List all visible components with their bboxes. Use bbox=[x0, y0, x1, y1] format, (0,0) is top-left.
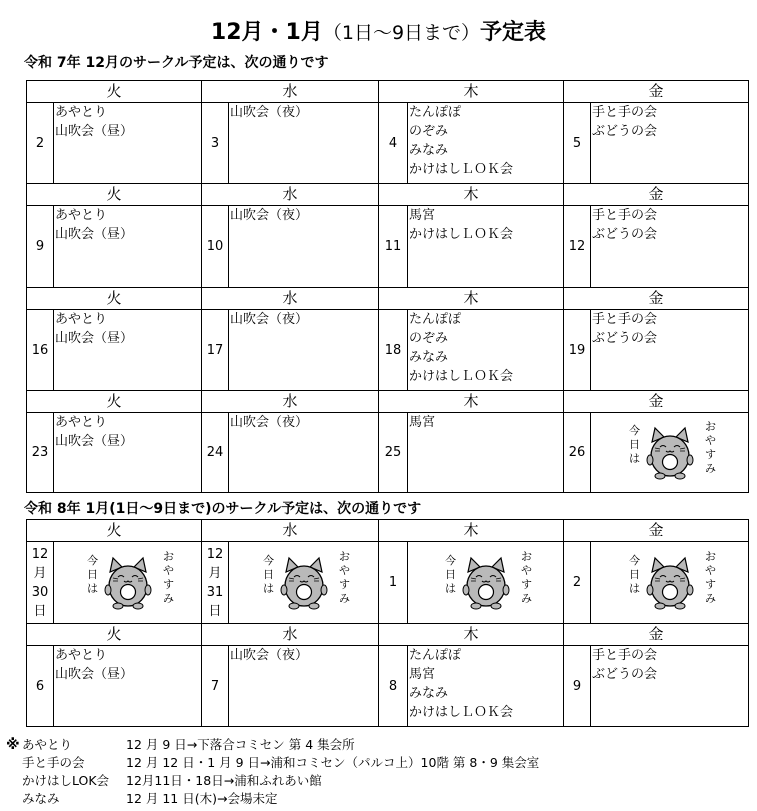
note-circle-name: みなみ bbox=[22, 791, 60, 806]
weekday-header-row bbox=[27, 391, 749, 413]
weekday-header: 水 bbox=[202, 288, 379, 310]
note-detail: 12 月 11 日(木)→会場未定 bbox=[126, 791, 278, 806]
day-events bbox=[229, 310, 379, 391]
day-off-text: す bbox=[521, 577, 533, 591]
weekday-header-row bbox=[27, 520, 749, 542]
day-number: 8 bbox=[379, 646, 408, 727]
weekday-header-row bbox=[27, 81, 749, 103]
day-events bbox=[591, 413, 749, 493]
page-title bbox=[0, 18, 757, 48]
circle-event: 山吹会（昼） bbox=[55, 667, 134, 682]
circle-event: あやとり bbox=[55, 648, 108, 663]
weekday-header: 水 bbox=[202, 520, 379, 542]
day-events bbox=[54, 542, 202, 624]
day-off-illustration bbox=[592, 418, 748, 488]
circle-event: ぶどうの会 bbox=[592, 227, 658, 242]
day-off-text: み bbox=[705, 591, 717, 605]
day-off-text: は bbox=[445, 581, 457, 595]
weekday-header: 金 bbox=[564, 520, 749, 542]
title-main: 12月・1月 bbox=[210, 20, 323, 45]
day-off-illustration bbox=[592, 548, 748, 618]
day-off-illustration bbox=[409, 548, 563, 618]
circle-event: たんぽぽ bbox=[409, 312, 462, 327]
circle-event: たんぽぽ bbox=[409, 648, 462, 663]
day-number-part: 2 bbox=[572, 575, 582, 590]
circle-event: 山吹会（昼） bbox=[55, 434, 134, 449]
weekday-header-row bbox=[27, 288, 749, 310]
day-off-text: や bbox=[339, 563, 351, 577]
day-off-text: す bbox=[705, 577, 717, 591]
day-off-text: 日 bbox=[87, 567, 98, 581]
donut-cat-icon bbox=[73, 548, 183, 618]
day-number: 9 bbox=[27, 206, 54, 288]
day-number: 25 bbox=[379, 413, 408, 493]
day-number-part: 30 bbox=[31, 584, 49, 600]
note-row bbox=[6, 754, 539, 772]
circle-event: 山吹会（昼） bbox=[55, 124, 134, 139]
circle-event: かけはしＬＯＫ会 bbox=[409, 369, 514, 384]
note-row bbox=[6, 736, 539, 754]
title-date-range: （1日〜9日まで） bbox=[322, 22, 481, 44]
weekday-header: 金 bbox=[564, 391, 749, 413]
notes-section bbox=[6, 736, 539, 808]
weekday-header: 水 bbox=[202, 624, 379, 646]
day-off-text: や bbox=[705, 433, 717, 447]
day-events bbox=[408, 103, 564, 184]
day-events bbox=[591, 103, 749, 184]
day-number: 6 bbox=[27, 646, 54, 727]
day-number-part: 12 bbox=[206, 546, 224, 562]
day-number-part: 31 bbox=[206, 584, 224, 600]
day-off-text: 今 bbox=[87, 553, 98, 567]
donut-cat-icon bbox=[615, 418, 725, 488]
circle-event: 山吹会（夜） bbox=[230, 415, 309, 430]
weekday-header: 火 bbox=[27, 184, 202, 206]
week-row bbox=[27, 206, 749, 288]
day-number: 26 bbox=[564, 413, 591, 493]
weekday-header-row bbox=[27, 184, 749, 206]
day-number-part: 12 bbox=[31, 546, 49, 562]
day-events bbox=[229, 646, 379, 727]
note-circle-name: 手と手の会 bbox=[22, 755, 85, 770]
day-off-text: や bbox=[521, 563, 533, 577]
day-number-part: 日 bbox=[33, 603, 47, 619]
donut-cat-icon bbox=[615, 548, 725, 618]
day-events bbox=[54, 413, 202, 493]
january-heading: 令和 8年 1月(1日〜9日まで)のサークル予定は、次の通りです bbox=[24, 501, 422, 517]
day-number: 5 bbox=[564, 103, 591, 184]
day-number: 24 bbox=[202, 413, 229, 493]
day-events bbox=[229, 413, 379, 493]
day-number: 3 bbox=[202, 103, 229, 184]
weekday-header: 金 bbox=[564, 184, 749, 206]
weekday-header: 木 bbox=[379, 391, 564, 413]
day-off-illustration bbox=[55, 548, 201, 618]
circle-event: 山吹会（昼） bbox=[55, 331, 134, 346]
donut-cat-icon bbox=[431, 548, 541, 618]
day-off-text: み bbox=[521, 591, 533, 605]
circle-event: のぞみ bbox=[409, 124, 449, 139]
day-number: 23 bbox=[27, 413, 54, 493]
circle-event: 手と手の会 bbox=[592, 312, 658, 327]
day-number: 12 bbox=[564, 206, 591, 288]
day-off-text: み bbox=[163, 591, 174, 605]
day-number-part: 1 bbox=[388, 575, 398, 590]
note-mark bbox=[6, 772, 22, 790]
circle-event: みなみ bbox=[409, 143, 449, 158]
circle-event: 山吹会（夜） bbox=[230, 312, 309, 327]
circle-event: 山吹会（昼） bbox=[55, 227, 134, 242]
day-number: 19 bbox=[564, 310, 591, 391]
circle-event: 手と手の会 bbox=[592, 208, 658, 223]
day-off-text: 日 bbox=[629, 567, 641, 581]
day-off-text: 今 bbox=[445, 553, 457, 567]
day-number: 9 bbox=[564, 646, 591, 727]
day-off-text: 日 bbox=[445, 567, 457, 581]
circle-event: 山吹会（夜） bbox=[230, 105, 309, 120]
day-events bbox=[54, 206, 202, 288]
title-suffix: 予定表 bbox=[480, 20, 547, 45]
donut-cat-icon bbox=[249, 548, 359, 618]
note-circle-name: あやとり bbox=[22, 737, 73, 752]
day-off-text: 日 bbox=[263, 567, 275, 581]
weekday-header: 木 bbox=[379, 520, 564, 542]
day-off-text: 今 bbox=[263, 553, 275, 567]
week-row bbox=[27, 413, 749, 493]
circle-event: あやとり bbox=[55, 415, 108, 430]
day-off-text: 日 bbox=[629, 437, 641, 451]
day-number: 10 bbox=[202, 206, 229, 288]
day-off-text: お bbox=[163, 549, 174, 563]
weekday-header: 水 bbox=[202, 81, 379, 103]
week-row bbox=[27, 542, 749, 624]
weekday-header-row bbox=[27, 624, 749, 646]
note-detail: 12月11日・18日→浦和ふれあい館 bbox=[126, 773, 322, 788]
weekday-header: 火 bbox=[27, 288, 202, 310]
day-off-text: す bbox=[163, 577, 174, 591]
day-events bbox=[408, 310, 564, 391]
day-number: 7 bbox=[202, 646, 229, 727]
day-events bbox=[591, 206, 749, 288]
day-off-text: は bbox=[263, 581, 275, 595]
day-off-text: 今 bbox=[629, 553, 641, 567]
weekday-header: 木 bbox=[379, 624, 564, 646]
circle-event: かけはしＬＯＫ会 bbox=[409, 705, 514, 720]
day-events bbox=[591, 646, 749, 727]
day-number-part: 月 bbox=[33, 565, 47, 581]
circle-event: 手と手の会 bbox=[592, 105, 658, 120]
circle-event: ぶどうの会 bbox=[592, 667, 658, 682]
circle-event: ぶどうの会 bbox=[592, 331, 658, 346]
day-off-text: や bbox=[163, 563, 174, 577]
circle-event: 山吹会（夜） bbox=[230, 208, 309, 223]
day-off-text: は bbox=[629, 451, 641, 465]
week-row bbox=[27, 310, 749, 391]
note-row bbox=[6, 790, 539, 808]
day-off-text: お bbox=[705, 419, 717, 433]
week-row bbox=[27, 646, 749, 727]
day-number bbox=[202, 542, 229, 624]
circle-event: かけはしＬＯＫ会 bbox=[409, 227, 514, 242]
weekday-header: 金 bbox=[564, 288, 749, 310]
day-events bbox=[229, 206, 379, 288]
day-events bbox=[229, 542, 379, 624]
day-off-text: お bbox=[521, 549, 533, 563]
day-number: 11 bbox=[379, 206, 408, 288]
day-events bbox=[54, 103, 202, 184]
day-number: 18 bbox=[379, 310, 408, 391]
circle-event: 手と手の会 bbox=[592, 648, 658, 663]
circle-event: あやとり bbox=[55, 312, 108, 327]
day-number: 4 bbox=[379, 103, 408, 184]
day-off-text: お bbox=[339, 549, 351, 563]
weekday-header: 金 bbox=[564, 81, 749, 103]
day-off-text: み bbox=[339, 591, 351, 605]
day-number: 2 bbox=[27, 103, 54, 184]
day-off-text: は bbox=[629, 581, 641, 595]
day-number bbox=[379, 542, 408, 624]
day-events bbox=[591, 542, 749, 624]
note-mark bbox=[6, 754, 22, 772]
december-heading: 令和 7年 12月のサークル予定は、次の通りです bbox=[24, 55, 329, 71]
circle-event: みなみ bbox=[409, 350, 449, 365]
circle-event: あやとり bbox=[55, 105, 108, 120]
note-circle-name: かけはしLOK会 bbox=[22, 773, 110, 788]
circle-event: みなみ bbox=[409, 686, 449, 701]
weekday-header: 火 bbox=[27, 81, 202, 103]
note-detail: 12 月 9 日→下落合コミセン 第 4 集会所 bbox=[126, 737, 355, 752]
day-off-text: み bbox=[705, 461, 717, 475]
circle-event: 馬宮 bbox=[409, 667, 436, 682]
day-number-part: 日 bbox=[208, 603, 222, 619]
january-calendar bbox=[26, 519, 749, 727]
day-off-text: は bbox=[87, 581, 98, 595]
weekday-header: 水 bbox=[202, 391, 379, 413]
circle-event: ぶどうの会 bbox=[592, 124, 658, 139]
weekday-header: 火 bbox=[27, 520, 202, 542]
weekday-header: 木 bbox=[379, 184, 564, 206]
day-off-text: お bbox=[705, 549, 717, 563]
day-off-text: 今 bbox=[629, 423, 641, 437]
weekday-header: 木 bbox=[379, 288, 564, 310]
week-row bbox=[27, 103, 749, 184]
day-events bbox=[408, 646, 564, 727]
day-events bbox=[229, 103, 379, 184]
note-mark: ※ bbox=[6, 737, 20, 753]
day-number-part: 月 bbox=[208, 565, 222, 581]
note-mark bbox=[6, 790, 22, 808]
day-number: 16 bbox=[27, 310, 54, 391]
day-off-text: す bbox=[705, 447, 717, 461]
day-events bbox=[408, 206, 564, 288]
day-events bbox=[408, 542, 564, 624]
day-events bbox=[591, 310, 749, 391]
day-off-text: す bbox=[339, 577, 351, 591]
weekday-header: 火 bbox=[27, 624, 202, 646]
circle-event: のぞみ bbox=[409, 331, 449, 346]
december-calendar bbox=[26, 80, 749, 493]
circle-event: 山吹会（夜） bbox=[230, 648, 309, 663]
day-number bbox=[27, 542, 54, 624]
day-number: 17 bbox=[202, 310, 229, 391]
circle-event: 馬宮 bbox=[409, 208, 436, 223]
circle-event: かけはしＬＯＫ会 bbox=[409, 162, 514, 177]
day-number bbox=[564, 542, 591, 624]
day-events bbox=[54, 310, 202, 391]
circle-event: あやとり bbox=[55, 208, 108, 223]
weekday-header: 火 bbox=[27, 391, 202, 413]
day-events bbox=[408, 413, 564, 493]
weekday-header: 水 bbox=[202, 184, 379, 206]
circle-event: 馬宮 bbox=[409, 415, 436, 430]
day-events bbox=[54, 646, 202, 727]
weekday-header: 金 bbox=[564, 624, 749, 646]
day-off-illustration bbox=[230, 548, 378, 618]
weekday-header: 木 bbox=[379, 81, 564, 103]
circle-event: たんぽぽ bbox=[409, 105, 462, 120]
day-off-text: や bbox=[705, 563, 717, 577]
note-row bbox=[6, 772, 539, 790]
note-detail: 12 月 12 日・1 月 9 日→浦和コミセン（パルコ上）10階 第 8・9 集会室 bbox=[126, 755, 540, 770]
